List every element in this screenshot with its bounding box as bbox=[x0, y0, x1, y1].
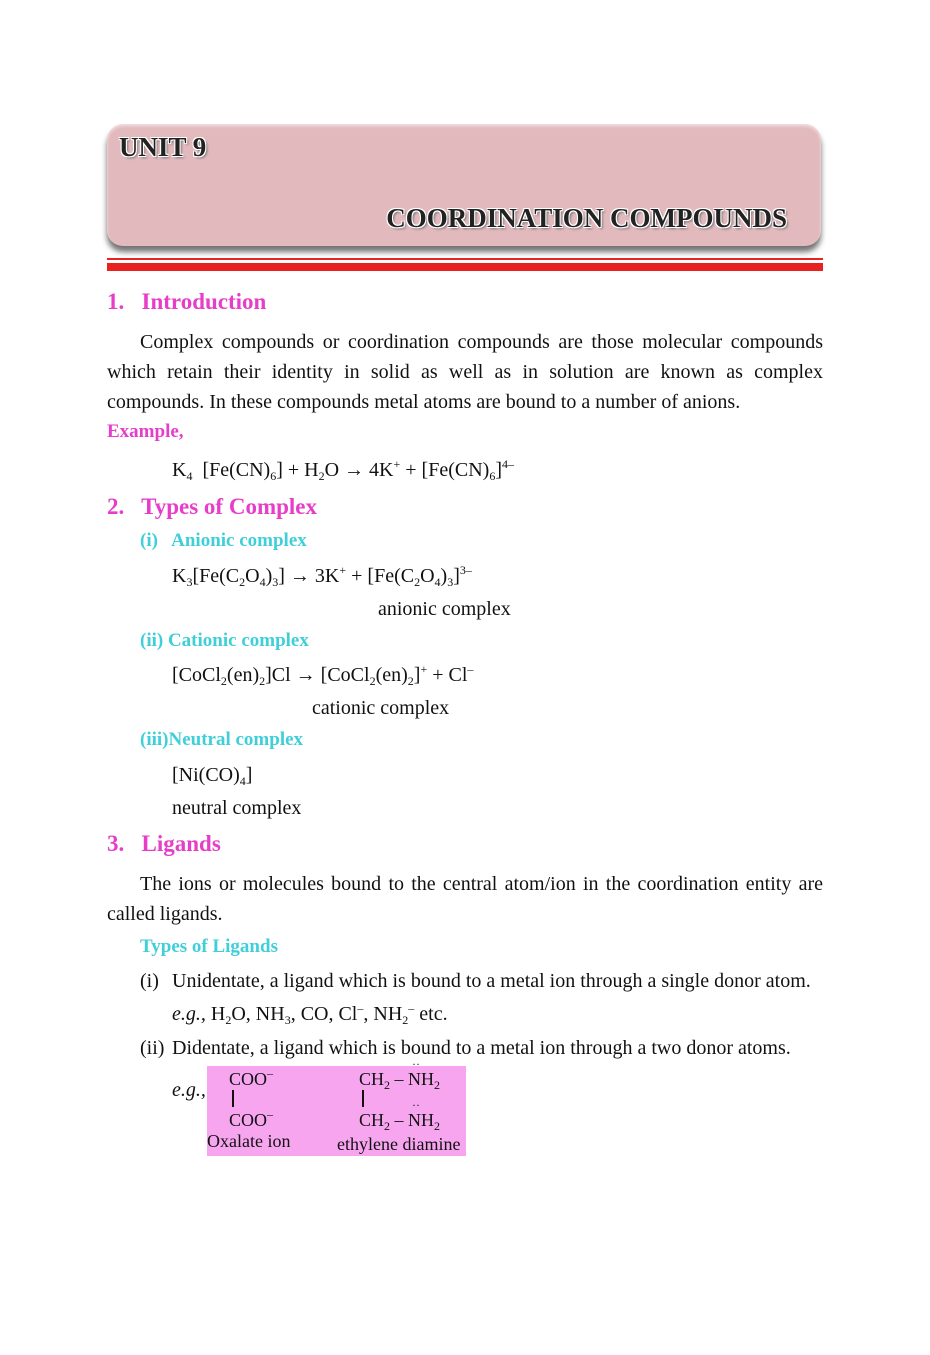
ligand-item-1-text: Unidentate, a ligand which is bound to a metal ion through a single donor atom. bbox=[172, 970, 811, 992]
anionic-equation: $K_3[Fe(C_2O_4)_3] \to 3K^+ + [Fe(C_2O_4)_3]^{3-}$ bbox=[172, 563, 472, 589]
chapter-title: COORDINATION COMPOUNDS bbox=[386, 203, 787, 233]
divider-thick bbox=[107, 263, 823, 271]
cationic-equation: $[CoCl_2(en)_2]Cl$ → $[CoCl_2(en)_2]^+ + Cl^-$ bbox=[172, 662, 474, 688]
en-top: $CH_2$ – N ·· $H_2$ bbox=[359, 1057, 441, 1092]
unidentate-examples: e.g., $H_2O$, $NH_3$, CO, Cl–, $NH_2^-$ etc. bbox=[172, 1001, 448, 1027]
example-label: Example, bbox=[107, 421, 184, 442]
example-equation: $K_4$ $[Fe(CN)_6] + H_2O \to 4K^+ + [Fe(CN)_6]^{4-}$ bbox=[172, 457, 514, 483]
neutral-caption: neutral complex bbox=[172, 797, 302, 819]
ligand-item-2-number: (ii) bbox=[140, 1037, 165, 1059]
anionic-caption: anionic complex bbox=[378, 598, 511, 620]
ligand-item-2-text: Didentate, a ligand which is bound to a metal ion through a two donor atoms. bbox=[172, 1037, 791, 1059]
ligands-paragraph: The ions or molecules bound to the central atom/ion in the coordination entity are called ligands. bbox=[107, 873, 823, 925]
oxalate-top: COO– bbox=[229, 1066, 274, 1089]
oxalate-bottom: COO– bbox=[229, 1107, 274, 1130]
section-heading-types-of-complex: 2. Types of Complex bbox=[107, 494, 317, 519]
oxalate-label: Oxalate ion bbox=[207, 1131, 291, 1151]
didentate-examples-box bbox=[207, 1057, 466, 1156]
subheading-anionic: (i) Anionic complex bbox=[140, 530, 307, 551]
subheading-neutral: (iii)Neutral complex bbox=[140, 729, 304, 750]
en-bond bbox=[362, 1090, 364, 1107]
subheading-cationic: (ii) Cationic complex bbox=[140, 630, 309, 651]
neutral-formula: $[Ni(CO)_4]$ bbox=[172, 764, 253, 788]
intro-paragraph: Complex compounds or coordination compounds are those molecular compounds which retain their identity in solid as well as in solution are known as complex compounds. In these compounds metal atoms are bound to a number of anions. bbox=[107, 331, 823, 413]
section-heading-ligands: 3. Ligands bbox=[107, 831, 221, 856]
didentate-eg-label: e.g., bbox=[172, 1079, 206, 1101]
unit-title: UNIT 9 bbox=[119, 132, 207, 162]
oxalate-bond bbox=[232, 1090, 234, 1107]
en-label: ethylene diamine bbox=[337, 1134, 461, 1154]
section-heading-introduction: 1. Introduction bbox=[107, 289, 267, 314]
unit-banner bbox=[107, 124, 821, 246]
ligand-item-1-number: (i) bbox=[140, 970, 159, 992]
cationic-caption: cationic complex bbox=[312, 697, 450, 719]
subheading-types-of-ligands: Types of Ligands bbox=[140, 936, 278, 957]
en-bottom: $CH_2$ – N ·· $H_2$ bbox=[359, 1098, 441, 1133]
divider-thin bbox=[107, 258, 823, 260]
